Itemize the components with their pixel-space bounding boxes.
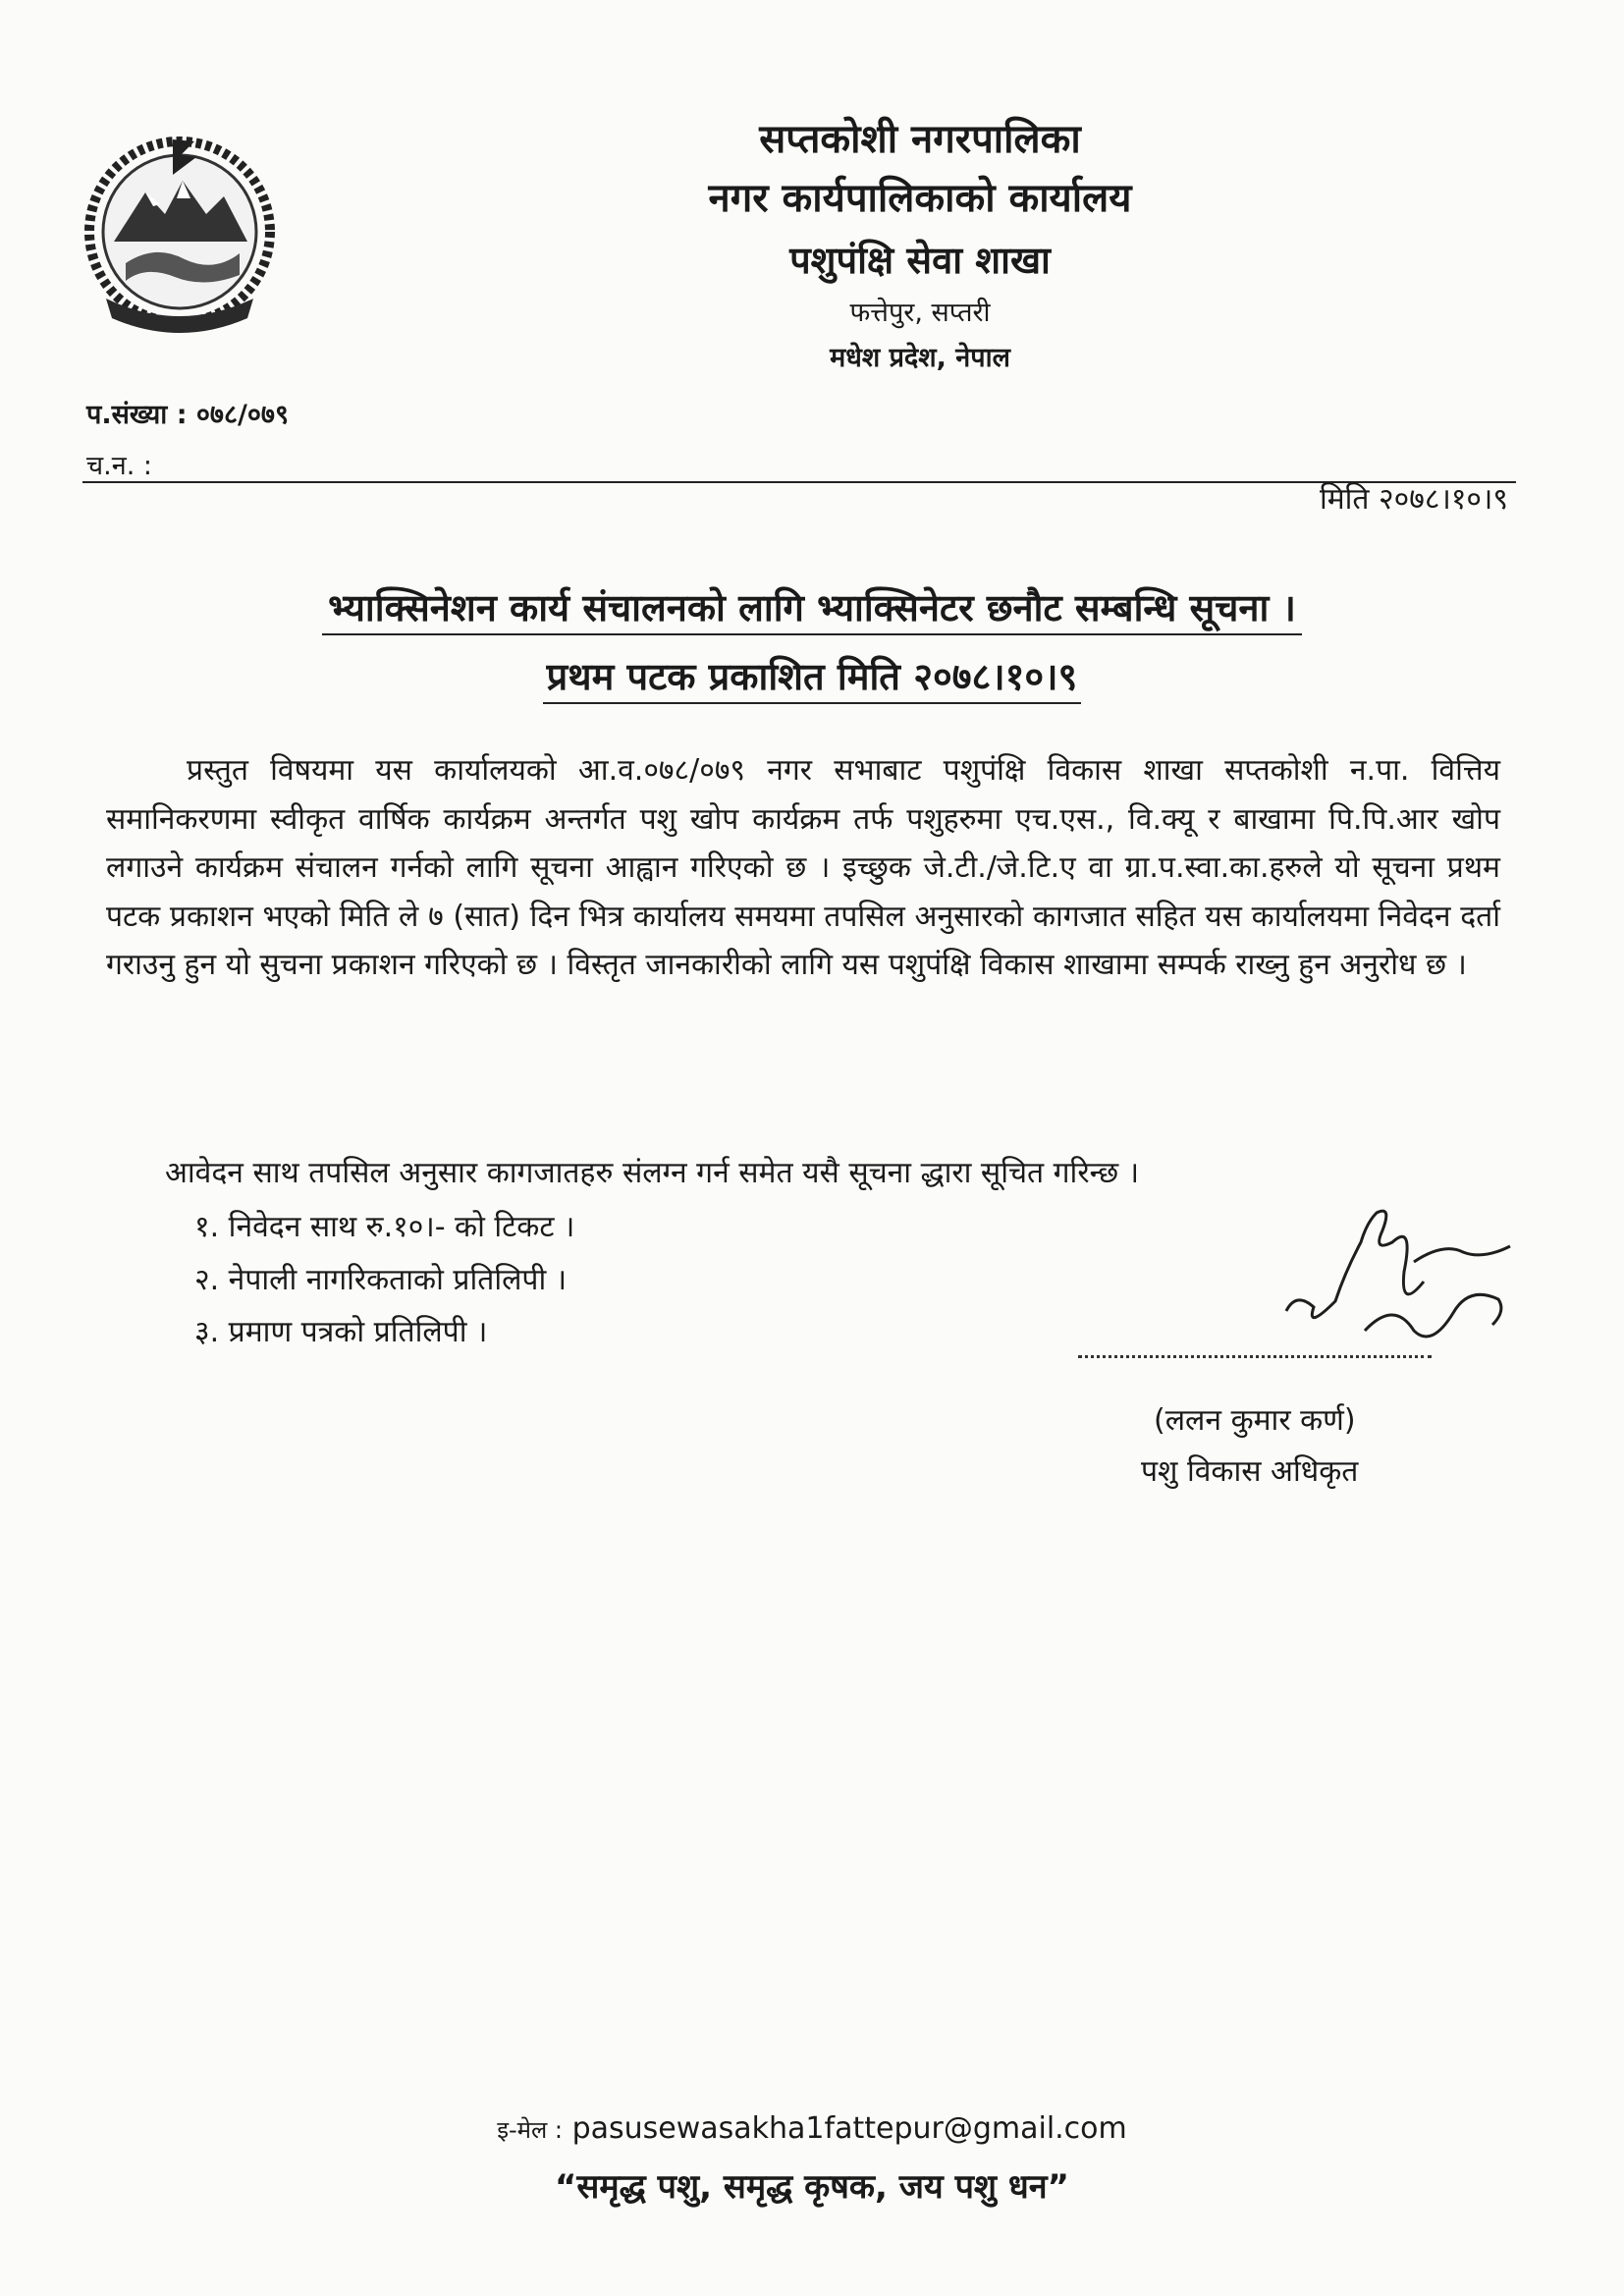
email-label: इ-मेल : (497, 2116, 564, 2144)
list-item: १. निवेदन साथ रु.१०।- को टिकट । (194, 1210, 575, 1244)
list-item: २. नेपाली नागरिकताको प्रतिलिपी । (194, 1263, 568, 1297)
dispatch-number: च.न. : (86, 451, 152, 481)
email-address: pasusewasakha1fattepur@gmail.com (571, 2111, 1127, 2146)
list-item: ३. प्रमाण पत्रको प्रतिलिपी । (194, 1315, 488, 1349)
documents-intro: आवेदन साथ तपसिल अनुसार कागजातहरु संलग्न गर्न समेत यसै सूचना द्धारा सूचित गरिन्छ । (165, 1156, 1140, 1190)
letter-number: प.संख्या : ०७८/०७९ (86, 400, 289, 430)
office-subtitle: नगर कार्यपालिकाको कार्यालय (708, 176, 1132, 221)
signatory-title: पशु विकास अधिकृत (1141, 1454, 1359, 1489)
signature-line (1078, 1355, 1432, 1358)
office-name: सप्तकोशी नगरपालिका (759, 117, 1081, 162)
handwritten-signature (1267, 1183, 1522, 1370)
slogan: “समृद्ध पशु, समृद्ध कृषक, जय पशु धन” (555, 2167, 1069, 2207)
letter-date: मिति २०७८।१०।९ (1319, 482, 1508, 517)
contact-email (0, 2111, 1624, 2146)
office-province: मधेश प्रदेश, नेपाल (830, 343, 1010, 373)
branch-name: पशुपंक्षि सेवा शाखा (789, 239, 1051, 282)
signatory-name: (ललन कुमार कर्ण) (1154, 1403, 1356, 1438)
notice-published-date: प्रथम पटक प्रकाशित मिति २०७८।१०।९ (0, 650, 1624, 701)
office-address: फत्तेपुर, सप्तरी (849, 298, 991, 328)
header-divider (82, 481, 1516, 483)
notice-body: प्रस्तुत विषयमा यस कार्यालयको आ.व.०७८/०७९ नगर सभाबाट पशुपंक्षि विकास शाखा सप्तकोशी न.पा. वित्तिय समानिकरणमा स्वीकृत वार्षिक कार्यक्रम अन्तर्गत पशु खोप कार्यक्रम तर्फ पशुहरुमा एच.एस., वि.क्यू र बाखामा पि.पि.आर खोप लगाउने कार्यक्रम संचालन गर्नको लागि सूचना आह्वान गरिएको छ । इच्छुक जे.टी./जे.टि.ए वा ग्रा.प.स्वा.का.हरुले यो सूचना प्रथम पटक प्रकाशन भएको मिति ले ७ (सात) दिन भित्र कार्यालय समयमा तपसिल अनुसारको कागजात सहित यस कार्यालयमा निवेदन दर्ता गराउनु हुन यो सुचना प्रकाशन गरिएको छ । विस्तृत जानकारीको लागि यस पशुपंक्षि विकास शाखामा सम्पर्क राख्नु हुन अनुरोध छ । (106, 753, 1500, 982)
notice-title: भ्याक्सिनेशन कार्य संचालनको लागि भ्याक्सिनेटर छनौट सम्बन्धि सूचना । (0, 581, 1624, 632)
